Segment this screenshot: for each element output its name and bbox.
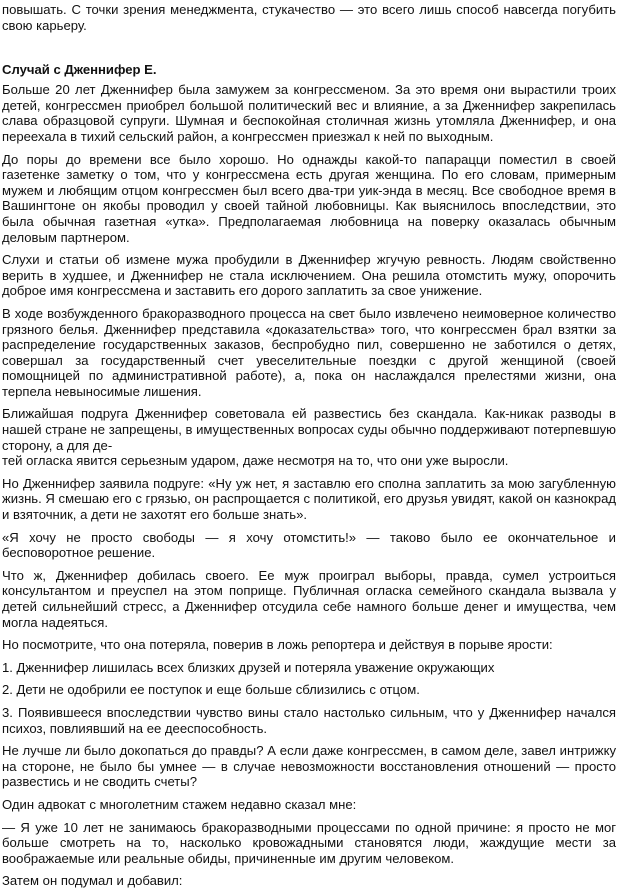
paragraph: Один адвокат с многолетним стажем недавно сказал мне: (2, 796, 357, 812)
list-item: 1. Дженнифер лишилась всех близких друзей и потеряла уважение окружающих (2, 659, 495, 675)
paragraph: Не лучше ли было докопаться до правды? А если даже конгрессмен, в самом деле, завел интрижку на стороне, не было бы умнее — в случае невозможности восстановления отношений — просто развестись и не сводить счеты? (2, 743, 616, 790)
list-item: 3. Появившееся впоследствии чувство вины стало настолько сильным, что у Дженнифер начался психоз, повлиявший на ее дееспособность. (2, 704, 616, 736)
paragraph-continuation: тей огласка явится серьезным ударом, даже несмотря на то, что они уже выросли. (2, 453, 509, 469)
section-heading: Случай с Дженнифер Е. (2, 62, 157, 78)
paragraph: «Я хочу не просто свободы — я хочу отомстить!» — таково было ее окончательное и бесповоротное решение. (2, 529, 616, 561)
paragraph: Что ж, Дженнифер добилась своего. Ее муж проиграл выборы, правда, сумел устроиться консультантом и преуспел на этом поприще. Публичная огласка семейного скандала вызвала у детей сильнейший стресс, а Дженнифер отсудила себе намного больше денег и имущества, чем могла надеяться. (2, 567, 616, 630)
paragraph: Но посмотрите, что она потеряла, поверив в ложь репортера и действуя в порыве ярости: (2, 637, 553, 653)
paragraph: В ходе возбужденного бракоразводного процесса на свет было извлечено неимоверное количество грязного белья. Дженнифер представила «доказательства» того, что конгрессмен брал взятки за распределение государственных заказов, беспробудно пил, совершенно не заботился о детях, совершал за государственный счет увеселительные поездки с другой женщиной (своей помощницей по административной работе), а, пока он наслаждался прелестями жизни, она терпела невыносимые лишения. (2, 305, 616, 399)
paragraph: До поры до времени все было хорошо. Но однажды какой-то папарацци поместил в своей газетенке заметку о том, что у конгрессмена есть другая женщина. По его словам, примерным мужем и любящим отцом конгрессмен был всего два-три уик-энда в месяц. Все свободное время в Вашингтоне он якобы проводил у своей тайной любовницы. Как выяснилось впоследствии, это была обычная газетная «утка». Предполагаемая любовница на поверку оказалась обычным деловым партнером. (2, 151, 616, 245)
paragraph: Больше 20 лет Дженнифер была замужем за конгрессменом. За это время они вырастили троих детей, конгрессмен приобрел большой политический вес и влияние, а за Дженнифер закрепилась слава образцовой супруги. Шумная и беспокойная столичная жизнь утомляла Дженнифер, и она переехала в тихий сельский район, а конгрессмен приезжал к ней по выходным. (2, 82, 616, 144)
section-spacer (2, 40, 616, 62)
paragraph-intro-tail: повышать. С точки зрения менеджмента, стукачество — это всего лишь способ навсегда погубить свою карьеру. (2, 2, 616, 33)
paragraph: Затем он подумал и добавил: (2, 873, 183, 889)
list-item: 2. Дети не одобрили ее поступок и еще больше сблизились с отцом. (2, 682, 420, 698)
paragraph: — Я уже 10 лет не занимаюсь бракоразводными процессами по одной причине: я просто не мог больше смотреть на то, насколько кровожадными становятся люди, жаждущие мести за воображаемые или реальные обиды, причиненные им другим человеком. (2, 819, 616, 866)
paragraph: Но Дженнифер заявила подруге: «Ну уж нет, я заставлю его сполна заплатить за мою загубленную жизнь. Я смешаю его с грязью, он распрощается с политикой, его друзья увидят, какой он казнокрад и взяточник, а дети не захотят его больше знать». (2, 475, 616, 523)
paragraph: Слухи и статьи об измене мужа пробудили в Дженнифер жгучую ревность. Людям свойственно верить в худшее, и Дженнифер не стала исключением. Она решила отомстить мужу, опорочить доброе имя конгрессмена и заставить его дорого заплатить за свое унижение. (2, 252, 616, 299)
paragraph: Ближайшая подруга Дженнифер советовала ей развестись без скандала. Как-никак разводы в нашей стране не запрещены, в имущественных вопросах суды обычно поддерживают потерпевшую сторону, а для де- (2, 406, 616, 453)
